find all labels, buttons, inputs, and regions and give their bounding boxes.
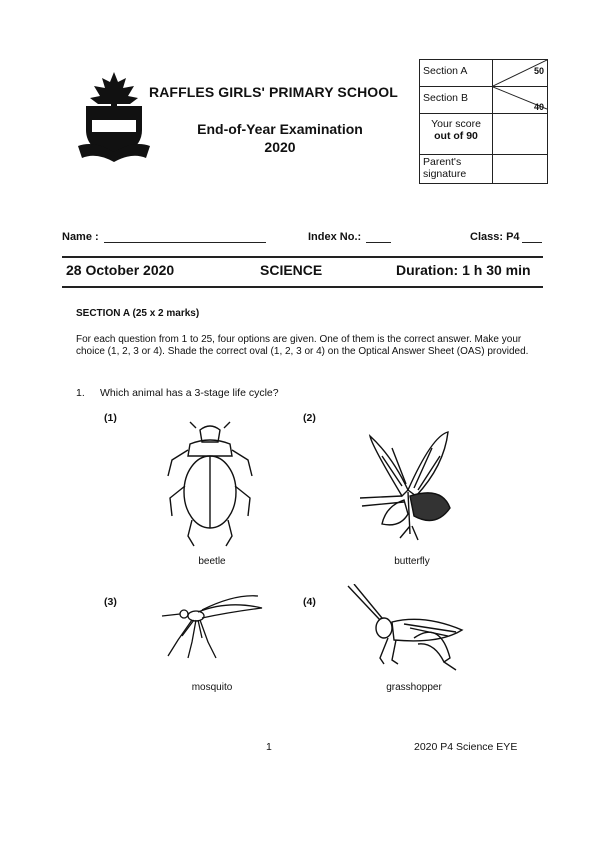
class-label: Class: P4 (470, 231, 520, 243)
your-score-line-1: Your score (431, 118, 481, 130)
index-field[interactable] (366, 242, 391, 243)
section-a-heading: SECTION A (25 x 2 marks) (76, 308, 200, 319)
page-number: 1 (266, 741, 272, 753)
question-number: 1. (76, 387, 85, 399)
section-a-instructions: For each question from 1 to 25, four options are given. One of them is the correct answer. Make your choice (1, 2, 3 or 4). Shade the correct oval (1, 2, 3 or 4) on the Optical Answer Sheet (OAS) provided. (76, 334, 529, 357)
grasshopper-illustration (344, 584, 474, 676)
name-label: Name : (62, 231, 99, 243)
mosquito-illustration (158, 590, 268, 660)
option-2-label: (2) (303, 412, 316, 424)
subject: SCIENCE (260, 262, 323, 278)
school-crest-logo (74, 70, 154, 166)
your-score-line-2: out of 90 (434, 130, 478, 142)
beetle-illustration (160, 420, 260, 550)
option-1-caption: beetle (198, 556, 226, 567)
duration: Duration: 1 h 30 min (396, 262, 531, 278)
exam-title-block (180, 120, 380, 156)
school-name: RAFFLES GIRLS' PRIMARY SCHOOL (149, 84, 398, 100)
section-b-max: 40 (533, 102, 544, 112)
total-score-cell[interactable] (493, 114, 548, 155)
option-3-label: (3) (104, 596, 117, 608)
parent-signature-line-2: signature (423, 168, 467, 180)
option-4-label: (4) (303, 596, 316, 608)
bottom-rule (62, 286, 543, 288)
exam-year: 2020 (264, 139, 296, 155)
option-1-label: (1) (104, 412, 117, 424)
parent-signature-cell[interactable] (493, 155, 548, 184)
option-3-caption: mosquito (191, 682, 233, 693)
section-a-max: 50 (533, 66, 544, 76)
section-b-score-cell[interactable] (493, 87, 548, 114)
question-text: Which animal has a 3-stage life cycle? (100, 387, 279, 399)
butterfly-illustration (352, 426, 462, 546)
top-rule (62, 256, 543, 258)
score-box (419, 59, 548, 184)
option-4-caption: grasshopper (386, 682, 442, 693)
parent-signature-line-1: Parent's (423, 156, 462, 168)
section-a-score-cell[interactable] (493, 60, 548, 87)
option-2-caption: butterfly (394, 556, 430, 567)
your-score-label (420, 114, 493, 155)
section-b-label: Section B (420, 87, 493, 114)
parent-signature-label (420, 155, 493, 184)
paper-code: 2020 P4 Science EYE (414, 741, 518, 753)
name-field[interactable] (104, 242, 266, 243)
exam-date: 28 October 2020 (66, 262, 175, 278)
class-field[interactable] (522, 242, 542, 243)
section-a-label: Section A (420, 60, 493, 87)
exam-title: End-of-Year Examination (197, 121, 363, 137)
index-label: Index No.: (308, 231, 362, 243)
